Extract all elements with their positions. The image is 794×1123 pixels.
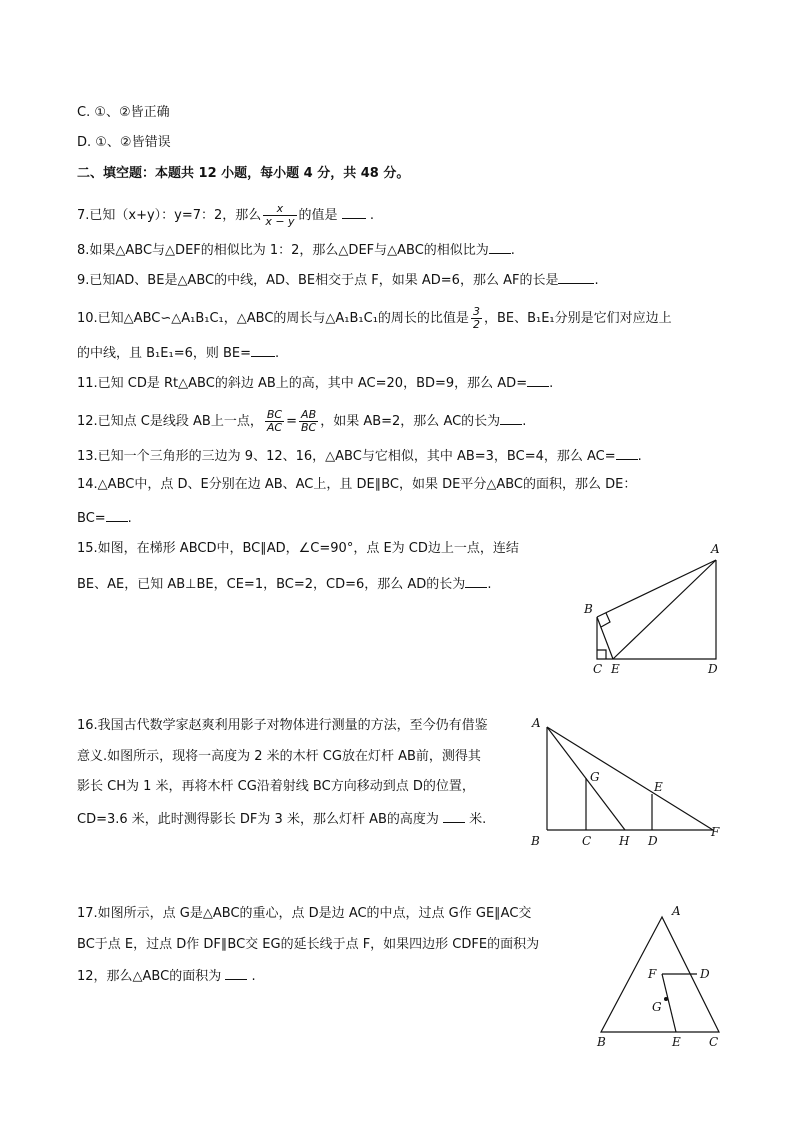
question-9: 9.已知AD、BE是△ABC的中线，AD、BE相交于点 F，如果 AD=6，那么 AF的长是 . bbox=[77, 273, 599, 288]
label-a: A bbox=[672, 904, 681, 918]
label-f: F bbox=[648, 967, 657, 981]
label-g: G bbox=[652, 1000, 662, 1014]
label-b: B bbox=[584, 602, 593, 616]
question-8: 8.如果△ABC与△DEF的相似比为 1：2，那么△DEF与△ABC的相似比为 . bbox=[77, 243, 515, 258]
question-13: 13.已知一个三角形的三边为 9、12、16，△ABC与它相似，其中 AB=3，BC=4，那么 AC= . bbox=[77, 449, 642, 464]
option-c: C. ①、②皆正确 bbox=[77, 105, 170, 120]
question-7: 7.已知（x+y）：y=7：2，那么 $\frac{x}{x - y}$ 的值是 . bbox=[77, 202, 374, 228]
q12-fraction-right: $\frac{AB}{BC}$ bbox=[300, 408, 317, 434]
label-a: A bbox=[711, 542, 720, 556]
section-heading: 二、填空题：本题共 12 小题，每小题 4 分，共 48 分。 bbox=[77, 166, 410, 181]
question-17-line-2: BC于点 E，过点 D作 DF∥BC交 EG的延长线于点 F，如果四边形 CDFE的面积为 bbox=[77, 937, 540, 952]
question-12: 12.已知点 C是线段 AB上一点， $\frac{BC}{AC}$ = $\frac{AB}{BC}$ ，如果 AB=2，那么 AC的长为 . bbox=[77, 408, 527, 434]
question-14: 14.△ABC中，点 D、E分别在边 AB、AC上，且 DE∥BC，如果 DE平分△ABC的面积，那么 DE： bbox=[77, 477, 637, 492]
label-h: H bbox=[619, 834, 630, 848]
label-g: G bbox=[590, 770, 600, 784]
q15-figure bbox=[583, 542, 720, 676]
question-10: 10.已知△ABC∽△A₁B₁C₁，△ABC的周长与△A₁B₁C₁的周长的比值是 $\frac{3}{2}$ ，BE、B₁E₁分别是它们对应边上 bbox=[77, 305, 672, 331]
answer-blank bbox=[443, 810, 465, 823]
label-c: C bbox=[593, 662, 603, 676]
label-d: D bbox=[700, 967, 710, 981]
question-16: 16.我国古代数学家赵爽利用影子对物体进行测量的方法，至今仍有借鉴 bbox=[77, 718, 488, 733]
label-f: F bbox=[711, 825, 720, 839]
q7-text: 7.已知（x+y）：y=7：2，那么 bbox=[77, 208, 262, 223]
q12-fraction-left: $\frac{BC}{AC}$ bbox=[266, 408, 283, 434]
answer-blank bbox=[225, 967, 247, 980]
question-11: 11.已知 CD是 Rt△ABC的斜边 AB上的高，其中 AC=20，BD=9，那么 AD= . bbox=[77, 376, 554, 391]
q17-figure bbox=[596, 904, 719, 1049]
label-c: C bbox=[709, 1035, 719, 1049]
label-d: D bbox=[648, 834, 658, 848]
question-16-line-4: CD=3.6 米，此时测得影长 DF为 3 米，那么灯杆 AB的高度为 米. bbox=[77, 812, 487, 827]
question-15-line-2: BE、AE，已知 AB⊥BE，CE=1，BC=2，CD=6，那么 AD的长为 . bbox=[77, 577, 492, 592]
label-b: B bbox=[531, 834, 540, 848]
q10-fraction: $\frac{3}{2}$ bbox=[472, 305, 480, 331]
label-e: E bbox=[611, 662, 620, 676]
question-15: 15.如图，在梯形 ABCD中，BC∥AD，∠C=90°，点 E为 CD边上一点，连结 bbox=[77, 541, 519, 556]
question-14-line-2: BC= . bbox=[77, 511, 132, 526]
question-16-line-2: 意义.如图所示，现将一高度为 2 米的木杆 CG放在灯杆 AB前，测得其 bbox=[77, 749, 481, 764]
label-a: A bbox=[532, 716, 541, 730]
q16-figure bbox=[530, 716, 720, 848]
question-10-line-2: 的中线，且 B₁E₁=6，则 BE= . bbox=[77, 346, 280, 361]
label-e: E bbox=[672, 1035, 681, 1049]
label-b: B bbox=[597, 1035, 606, 1049]
label-c: C bbox=[582, 834, 592, 848]
question-16-line-3: 影长 CH为 1 米，再将木杆 CG沿着射线 BC方向移动到点 D的位置， bbox=[77, 779, 475, 794]
label-e: E bbox=[654, 780, 663, 794]
question-17: 17.如图所示，点 G是△ABC的重心，点 D是边 AC的中点，过点 G作 GE∥AC交 bbox=[77, 906, 532, 921]
label-d: D bbox=[708, 662, 718, 676]
q7-fraction: $\frac{x}{x - y}$ bbox=[265, 202, 295, 228]
option-d: D. ①、②皆错误 bbox=[77, 135, 171, 150]
question-17-line-3: 12，那么△ABC的面积为 . bbox=[77, 969, 256, 984]
